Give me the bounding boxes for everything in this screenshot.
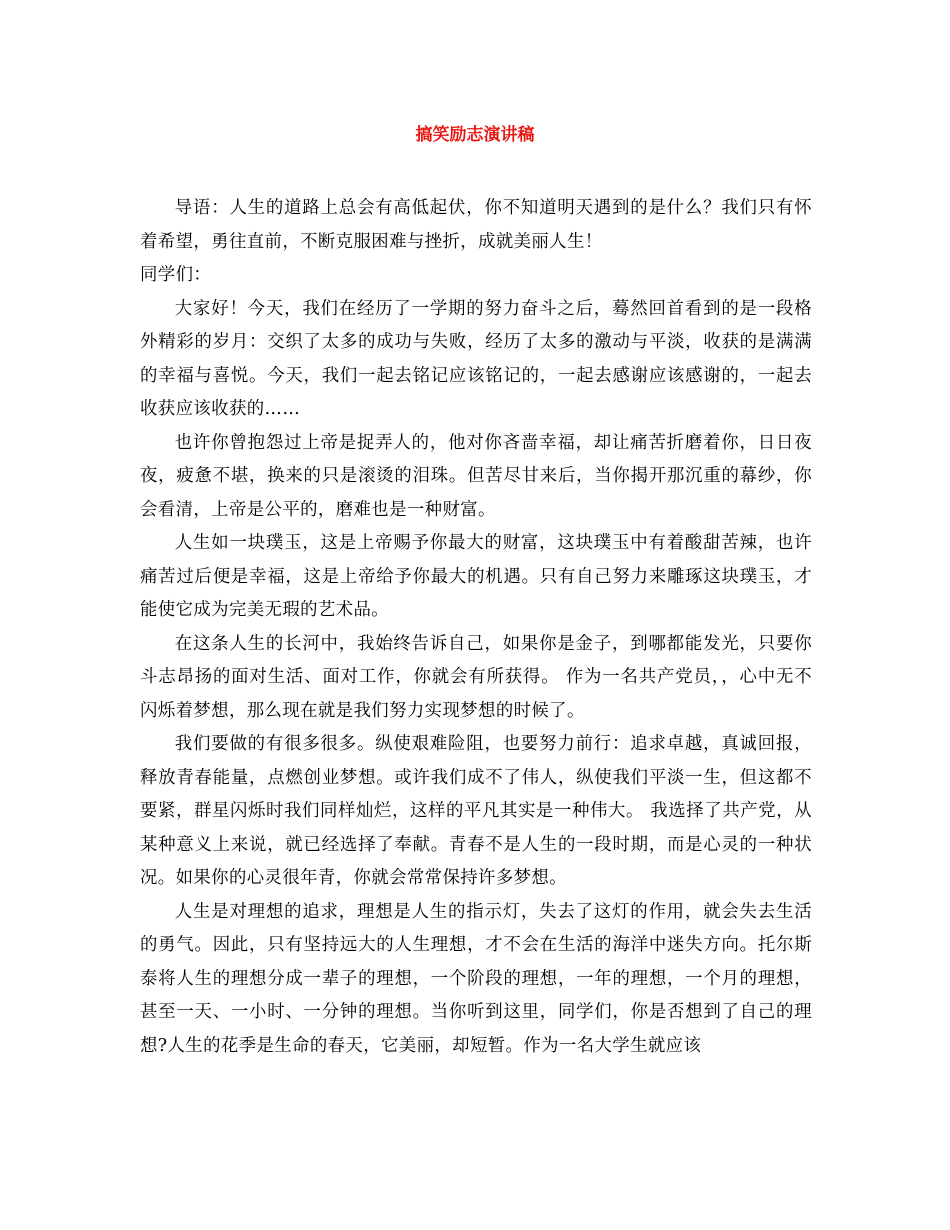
paragraph-salutation: 同学们： bbox=[140, 265, 212, 285]
paragraph-jade: 人生如一块璞玉，这是上帝赐予你最大的财富，这块璞玉中有着酸甜苦辣，也许痛苦过后便是幸福，这是上帝给予你最大的机遇。只有自己努力来雕琢这块璞玉，才能使它成为完美无瑕的艺术品。 bbox=[140, 533, 812, 620]
paragraph-hardship: 也许你曾抱怨过上帝是捉弄人的，他对你吝啬幸福，却让痛苦折磨着你，日日夜夜，疲惫不堪，换来的只是滚烫的泪珠。但苦尽甘来后，当你揭开那沉重的幕纱，你会看清，上帝是公平的，磨难也是一种财富。 bbox=[140, 432, 812, 520]
paragraph-greeting: 大家好！今天，我们在经历了一学期的努力奋斗之后，蓦然回首看到的是一段格外精彩的岁月：交织了太多的成功与失败，经历了太多的激动与平淡，收获的是满满的幸福与喜悦。今天，我们一起去铭记应该铭记的，一起去感谢应该感谢的，一起去收获应该收获的…… bbox=[140, 298, 812, 419]
paragraph-river: 在这条人生的长河中，我始终告诉自己，如果你是金子，到哪都能发光，只要你斗志昂扬的面对生活、面对工作，你就会有所获得。 作为一名共产党员，，心中无不闪烁着梦想，那么现在就是我们努力实现梦想的时候了。 bbox=[140, 633, 812, 721]
document-body bbox=[140, 192, 812, 1063]
document-title: 搞笑励志演讲稿 bbox=[415, 125, 535, 145]
paragraph-effort: 我们要做的有很多很多。纵使艰难险阻，也要努力前行：追求卓越，真诚回报，释放青春能量，点燃创业梦想。或许我们成不了伟人，纵使我们平淡一生，但这都不要紧，群星闪烁时我们同样灿烂，这样的平凡其实是一种伟大。 我选择了共产党，从某种意义上来说，就已经选择了奉献。青春不是人生的一段时期，而是心灵的一种状况。如果你的心灵很年青，你就会常常保持许多梦想。 bbox=[140, 734, 812, 888]
paragraph-intro: 导语：人生的道路上总会有高低起伏，你不知道明天遇到的是什么？我们只有怀着希望，勇往直前，不断克服困难与挫折，成就美丽人生！ bbox=[140, 198, 812, 252]
paragraph-ideal: 人生是对理想的追求，理想是人生的指示灯，失去了这灯的作用，就会失去生活的勇气。因此，只有坚持远大的人生理想，才不会在生活的海洋中迷失方向。托尔斯泰将人生的理想分成一辈子的理想，一个阶段的理想，一年的理想，一个月的理想，甚至一天、一小时、一分钟的理想。当你听到这里，同学们，你是否想到了自己的理想?人生的花季是生命的春天，它美丽，却短暂。作为一名大学生就应该 bbox=[140, 901, 812, 1056]
